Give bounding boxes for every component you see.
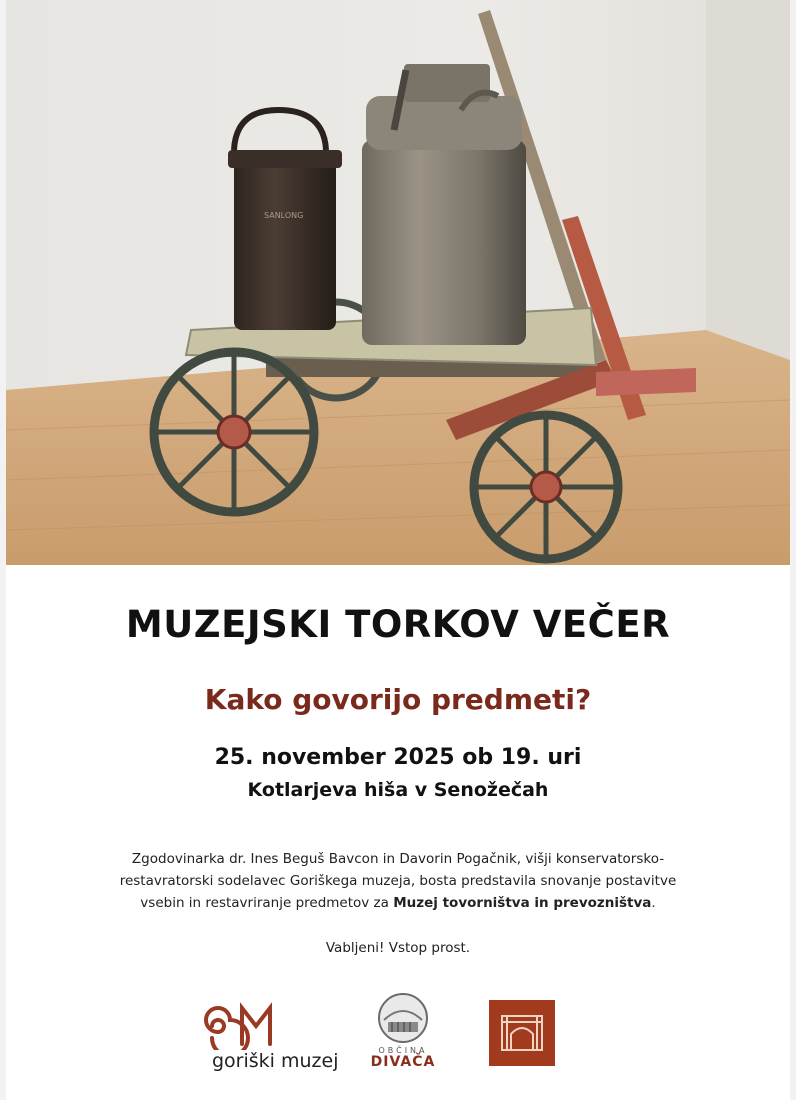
description-end: . [651, 895, 656, 911]
can-label: SANLONG [264, 211, 304, 220]
goriski-muzej-logo-mark [190, 1000, 350, 1050]
event-datetime: 25. november 2025 ob 19. uri [214, 745, 582, 770]
goriski-muzej-logo [190, 1000, 350, 1080]
description-text: Zgodovinarka dr. Ines Beguš Bavcon in Davorin Pogačnik, višji konservatorsko-restavratorski sodelavec Goriškega muzeja, bosta predstavila snovanje postavitve vsebin in restavriranje predmetov za [119, 851, 677, 911]
event-photo [6, 0, 790, 565]
divaca-logo-top-text: OBČINA [378, 1046, 428, 1055]
page-margin-right [790, 0, 796, 1100]
cart-front-left-wheel [154, 352, 314, 512]
event-description [110, 848, 686, 914]
description-highlight: Muzej tovorništva in prevozništva [393, 895, 652, 911]
kotlarjeva-hisa-logo [489, 1000, 555, 1066]
divaca-logo-name: DIVAČA [370, 1054, 436, 1070]
obcina-divaca-logo [364, 992, 442, 1076]
divaca-emblem [364, 992, 442, 1046]
invite-text: Vabljeni! Vstop prost. [325, 940, 471, 956]
event-subtitle: Kako govorijo predmeti? [204, 683, 592, 716]
goriski-muzej-logo-text: goriški muzej [212, 1050, 339, 1072]
event-title: MUZEJSKI TORKOV VEČER [125, 603, 671, 646]
event-venue: Kotlarjeva hiša v Senožečah [247, 779, 549, 801]
cart-front-right-wheel [474, 415, 618, 559]
arch-icon [489, 1000, 555, 1066]
